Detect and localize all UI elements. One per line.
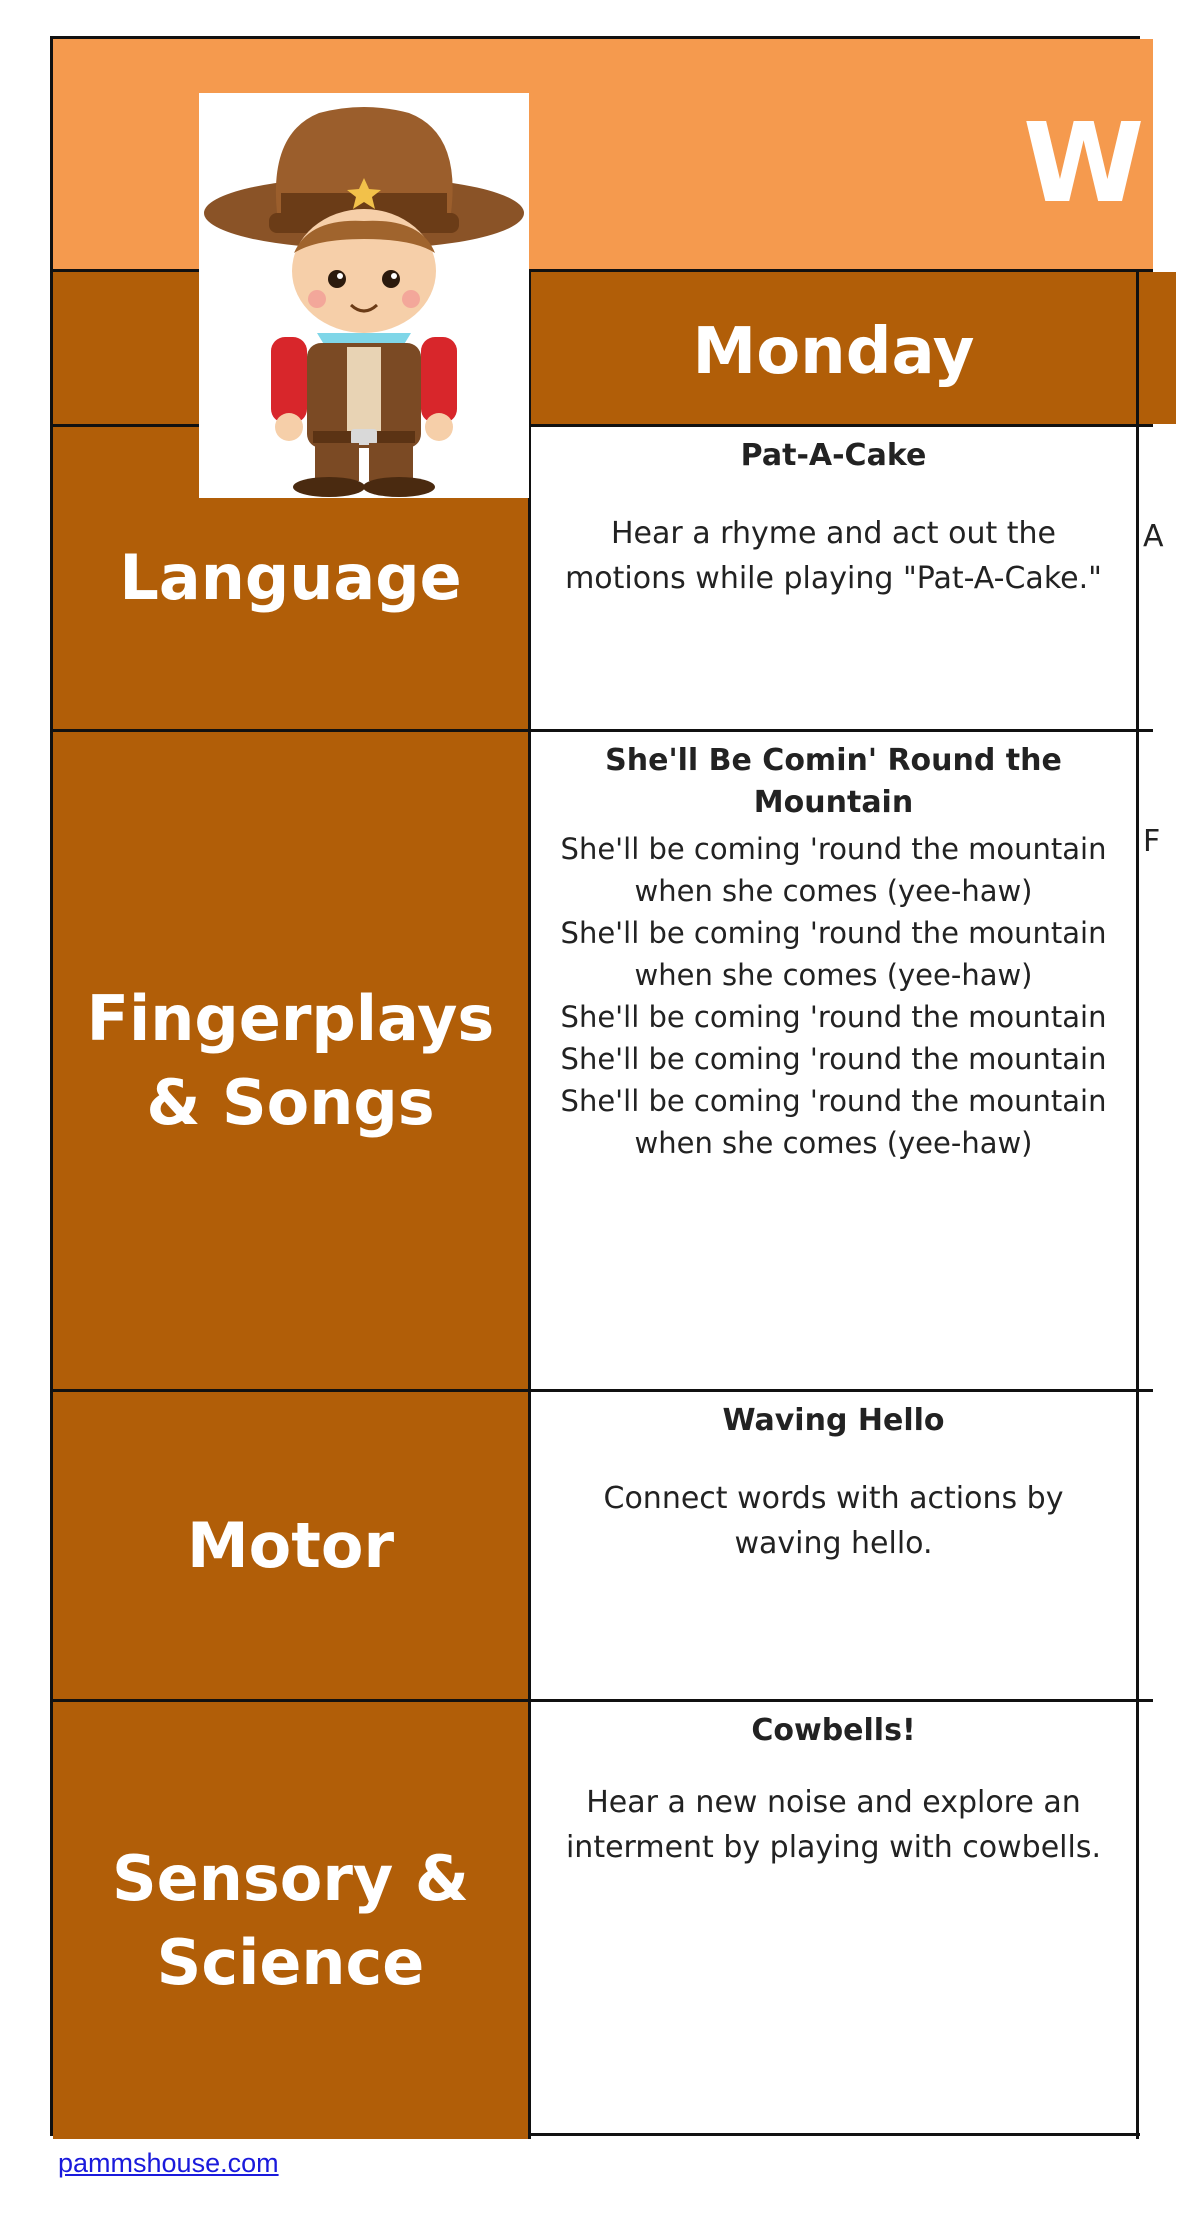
day-header-monday: Monday [531, 272, 1136, 424]
category-fingerplays-songs: Fingerplays & Songs [53, 732, 531, 1389]
activity-cell-fingerplays [531, 732, 1136, 1389]
lyric-line: She'll be coming 'round the mountain [560, 832, 1107, 866]
lyric-line: She'll be coming 'round the mountain [560, 1000, 1107, 1035]
song-lyrics [531, 828, 1136, 1164]
page-title: Wi [1023, 99, 1186, 227]
next-day-cell [1136, 732, 1176, 1389]
activity-title: Waving Hello [722, 1403, 945, 1438]
lyric-line: She'll be coming 'round the mountain [560, 916, 1107, 951]
row-motor [53, 1389, 1153, 1699]
lyric-line: when she comes (yee-haw) [634, 874, 1033, 909]
next-day-cell [1136, 427, 1176, 729]
activity-title: Pat-A-Cake [740, 438, 927, 473]
activity-description: Hear a new noise and explore an interment by playing with cowbells. [565, 1785, 1102, 1865]
activity-title: Cowbells! [751, 1713, 916, 1748]
footer-link[interactable]: pammshouse.com [58, 2148, 279, 2178]
next-day-peek-text: A [1143, 519, 1164, 554]
activity-cell-sensory [531, 1702, 1136, 2139]
row-sensory [53, 1699, 1153, 2139]
cowboy-illustration [199, 93, 529, 498]
activity-cell-motor [531, 1392, 1136, 1699]
day-header-next [1136, 272, 1176, 424]
activity-description: Hear a rhyme and act out the motions while playing "Pat-A-Cake." [565, 516, 1102, 596]
lyric-line: She'll be coming 'round the mountain [560, 1042, 1107, 1077]
category-language: Language [53, 427, 531, 729]
activity-cell-language [531, 427, 1136, 729]
activity-description: Connect words with actions by waving hello. [603, 1481, 1064, 1561]
lyric-line: She'll be coming 'round the mountain [560, 1084, 1107, 1119]
activity-calendar [50, 36, 1186, 2136]
activity-title: She'll Be Comin' Round the Mountain [605, 743, 1062, 820]
lyric-line: when she comes (yee-haw) [634, 958, 1033, 993]
category-motor: Motor [53, 1392, 531, 1699]
next-day-cell [1136, 1392, 1176, 1699]
row-fingerplays [53, 729, 1161, 1389]
category-sensory-science: Sensory & Science [53, 1702, 531, 2139]
lyric-line: when she comes (yee-haw) [634, 1126, 1033, 1161]
next-day-peek-text: F [1143, 824, 1161, 859]
next-day-cell [1136, 1702, 1176, 2139]
